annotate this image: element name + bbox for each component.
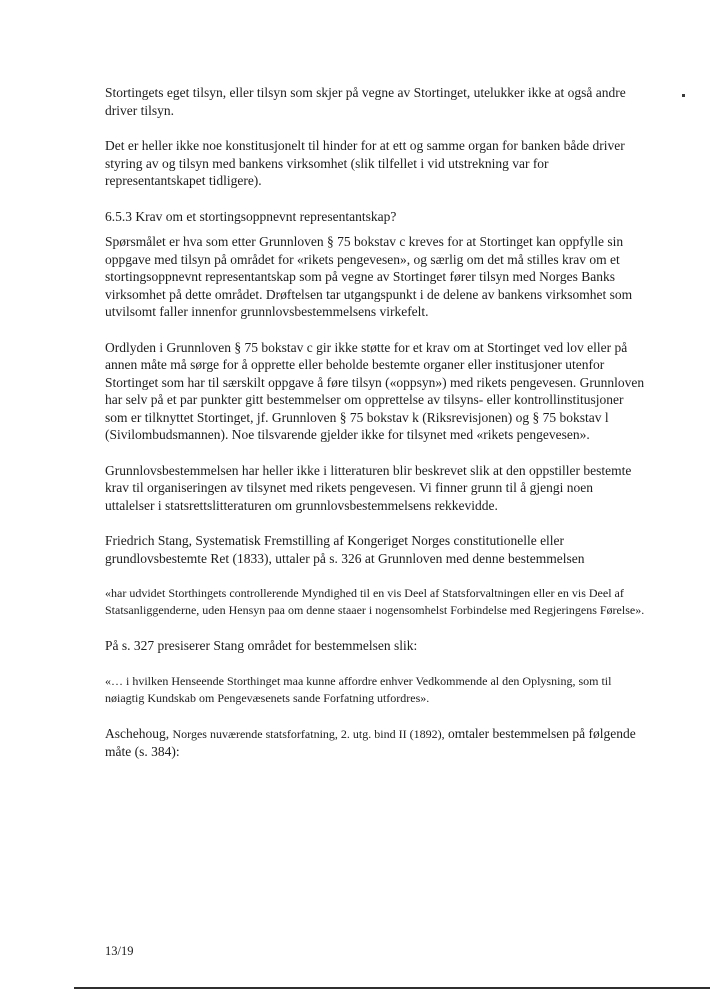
paragraph: Friedrich Stang, Systematisk Fremstilling af Kongeriget Norges constitutionelle eller grundlovsbestemte Ret (1833), uttaler på s. 326 at Grunnloven med denne bestemmelsen xyxy=(105,533,585,566)
text-run: omtaler bestemmelsen på følgende måte (s. 384): xyxy=(105,725,636,759)
paragraph: Grunnlovsbestemmelsen har heller ikke i litteraturen blir beskrevet slik at den oppstiller bestemte krav til organiseringen av tilsynet med rikets pengevesen. Vi finner grunn til å gjengi noen uttalelser i statsrettslitteraturen om grunnlovsbestemmelsens rekkevidde. xyxy=(105,462,632,513)
paragraph: Stortingets eget tilsyn, eller tilsyn som skjer på vegne av Stortinget, utelukker ikke at også andre driver tilsyn. xyxy=(105,85,626,118)
footer-page-number: 13/19 xyxy=(105,944,134,958)
paragraph: Spørsmålet er hva som etter Grunnloven § 75 bokstav c kreves for at Stortinget kan oppfylle sin oppgave med tilsyn på området for «rikets pengevesen», og særlig om det må stilles krav om et stortingsoppnevnt representantskap som på vegne av Stortinget fører tilsyn med Norges Banks virksomhet på dette området. Drøftelsen tar utgangspunkt i de delene av bankens virksomhet som utvilsomt faller innenfor grunnlovsbestemmelsens virkefelt. xyxy=(105,234,633,319)
block-quote: «… i hvilken Henseende Storthinget maa kunne affordre enhver Vedkommende al den Oplysning, som til nøiagtig Kundskab om Pengevæsenets sande Forfatning utfordres». xyxy=(105,673,612,705)
paragraph: Ordlyden i Grunnloven § 75 bokstav c gir ikke støtte for et krav om at Stortinget ved lov eller på annen måte må sørge for å opprette eller beholde bestemte organer eller institusjoner utenfor Stortinget som har til særskilt oppgave å føre tilsyn («oppsyn») med rikets pengevesen. Grunnloven har selv på et par punkter gitt bestemmelser om opprettelse av tilsyns- eller kontrollinstitusjoner som er tilknyttet Stortinget, jf. Grunnloven § 75 bokstav k (Riksrevisjonen) og § 75 bokstav l (Sivilombudsmannen). Noe tilsvarende gjelder ikke for tilsynet med «rikets pengevesen». xyxy=(105,339,645,442)
paragraph: Det er heller ikke noe konstitusjonelt til hinder for at ett og samme organ for banken både driver styring av og tilsyn med bankens virksomhet (slik tilfellet i vid utstrekning var for representantskapet tidligere). xyxy=(105,138,625,188)
text-run: Norges nuværende statsforfatning, 2. utg. bind II (1892), xyxy=(172,726,445,741)
section-heading: 6.5.3 Krav om et stortingsoppnevnt representantskap? xyxy=(105,208,397,224)
text-run: Aschehoug, xyxy=(105,725,173,741)
paragraph: På s. 327 presiserer Stang området for bestemmelsen slik: xyxy=(105,638,418,653)
document-body xyxy=(105,84,645,779)
paragraph xyxy=(105,725,645,761)
scan-speck xyxy=(682,94,685,97)
block-quote: «har udvidet Storthingets controllerende Myndighed til en vis Deel af Statsforvaltningen eller en vis Deel af Statsanliggenderne, uden Hensyn paa om denne staaer i nogensomhelst Forbindelse med Regjeringens Førelse». xyxy=(105,586,645,617)
scan-edge-line xyxy=(74,987,710,989)
